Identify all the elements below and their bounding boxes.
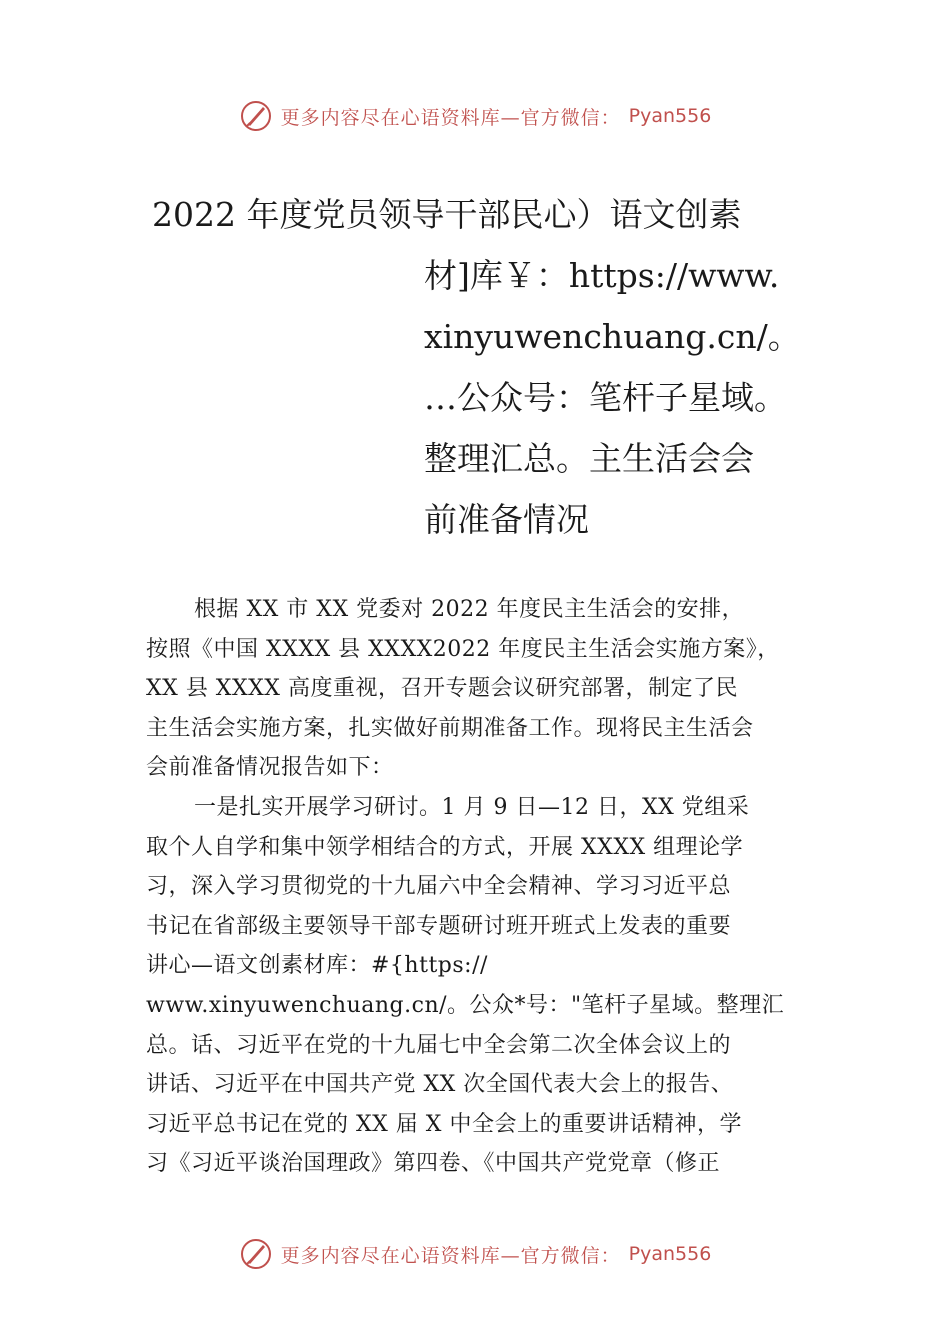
quill-logo-icon: [239, 99, 273, 133]
title-line: 2022 年度党员领导干部民心）语文创素: [152, 195, 742, 234]
banner-text: 更多内容尽在心语资料库—官方微信：: [280, 106, 621, 129]
title-line: …公众号：笔杆子星域。: [424, 378, 787, 417]
banner-text: 更多内容尽在心语资料库—官方微信：: [280, 1244, 621, 1267]
body-line: 习，深入学习贯彻党的十九届六中全会精神、学习习近平总: [146, 874, 732, 900]
title-line: 材]库￥：https://www.: [424, 256, 780, 295]
body-line: 习近平总书记在党的 XX 届 X 中全会上的重要讲话精神，学: [146, 1111, 742, 1137]
body-line: 按照《中国 XXXX 县 XXXX2022 年度民主生活会实施方案》，: [146, 636, 780, 662]
document-body: [146, 590, 822, 1184]
body-line: 习《习近平谈治国理政》第四卷、《中国共产党党章（修正: [146, 1151, 721, 1177]
title-line: 前准备情况: [424, 500, 589, 539]
title-line: xinyuwenchuang.cn/。: [424, 317, 801, 356]
body-line: XX 县 XXXX 高度重视，召开专题会议研究部署，制定了民: [146, 676, 738, 702]
body-line: 讲心—语文创素材库：#{https://: [146, 953, 488, 979]
body-line: 书记在省部级主要领导干部专题研讨班开班式上发表的重要: [146, 913, 732, 939]
body-line: 总。话、习近平在党的十九届七中全会第二次全体会议上的: [146, 1032, 732, 1058]
footer-banner: [0, 1232, 950, 1276]
body-line: 主生活会实施方案，扎实做好前期准备工作。现将民主生活会: [146, 715, 754, 741]
body-line: 会前准备情况报告如下：: [146, 755, 394, 781]
body-line: www.xinyuwenchuang.cn/。公众*号："笔杆子星域。整理汇: [146, 992, 785, 1018]
quill-logo-icon: [239, 1237, 273, 1271]
banner-wechat-id: Pyan556: [628, 1243, 712, 1265]
banner-wechat-id: Pyan556: [628, 105, 712, 127]
body-line: 讲话、习近平在中国共产党 XX 次全国代表大会上的报告、: [146, 1072, 734, 1098]
document-title: [152, 184, 912, 550]
body-line: 取个人自学和集中领学相结合的方式，开展 XXXX 组理论学: [146, 834, 744, 860]
body-line: 根据 XX 市 XX 党委对 2022 年度民主生活会的安排，: [194, 597, 745, 622]
body-line: 一是扎实开展学习研讨。1 月 9 日—12 日，XX 党组采: [194, 794, 750, 820]
title-line: 整理汇总。主生活会会: [424, 439, 754, 478]
header-banner: [0, 94, 950, 138]
